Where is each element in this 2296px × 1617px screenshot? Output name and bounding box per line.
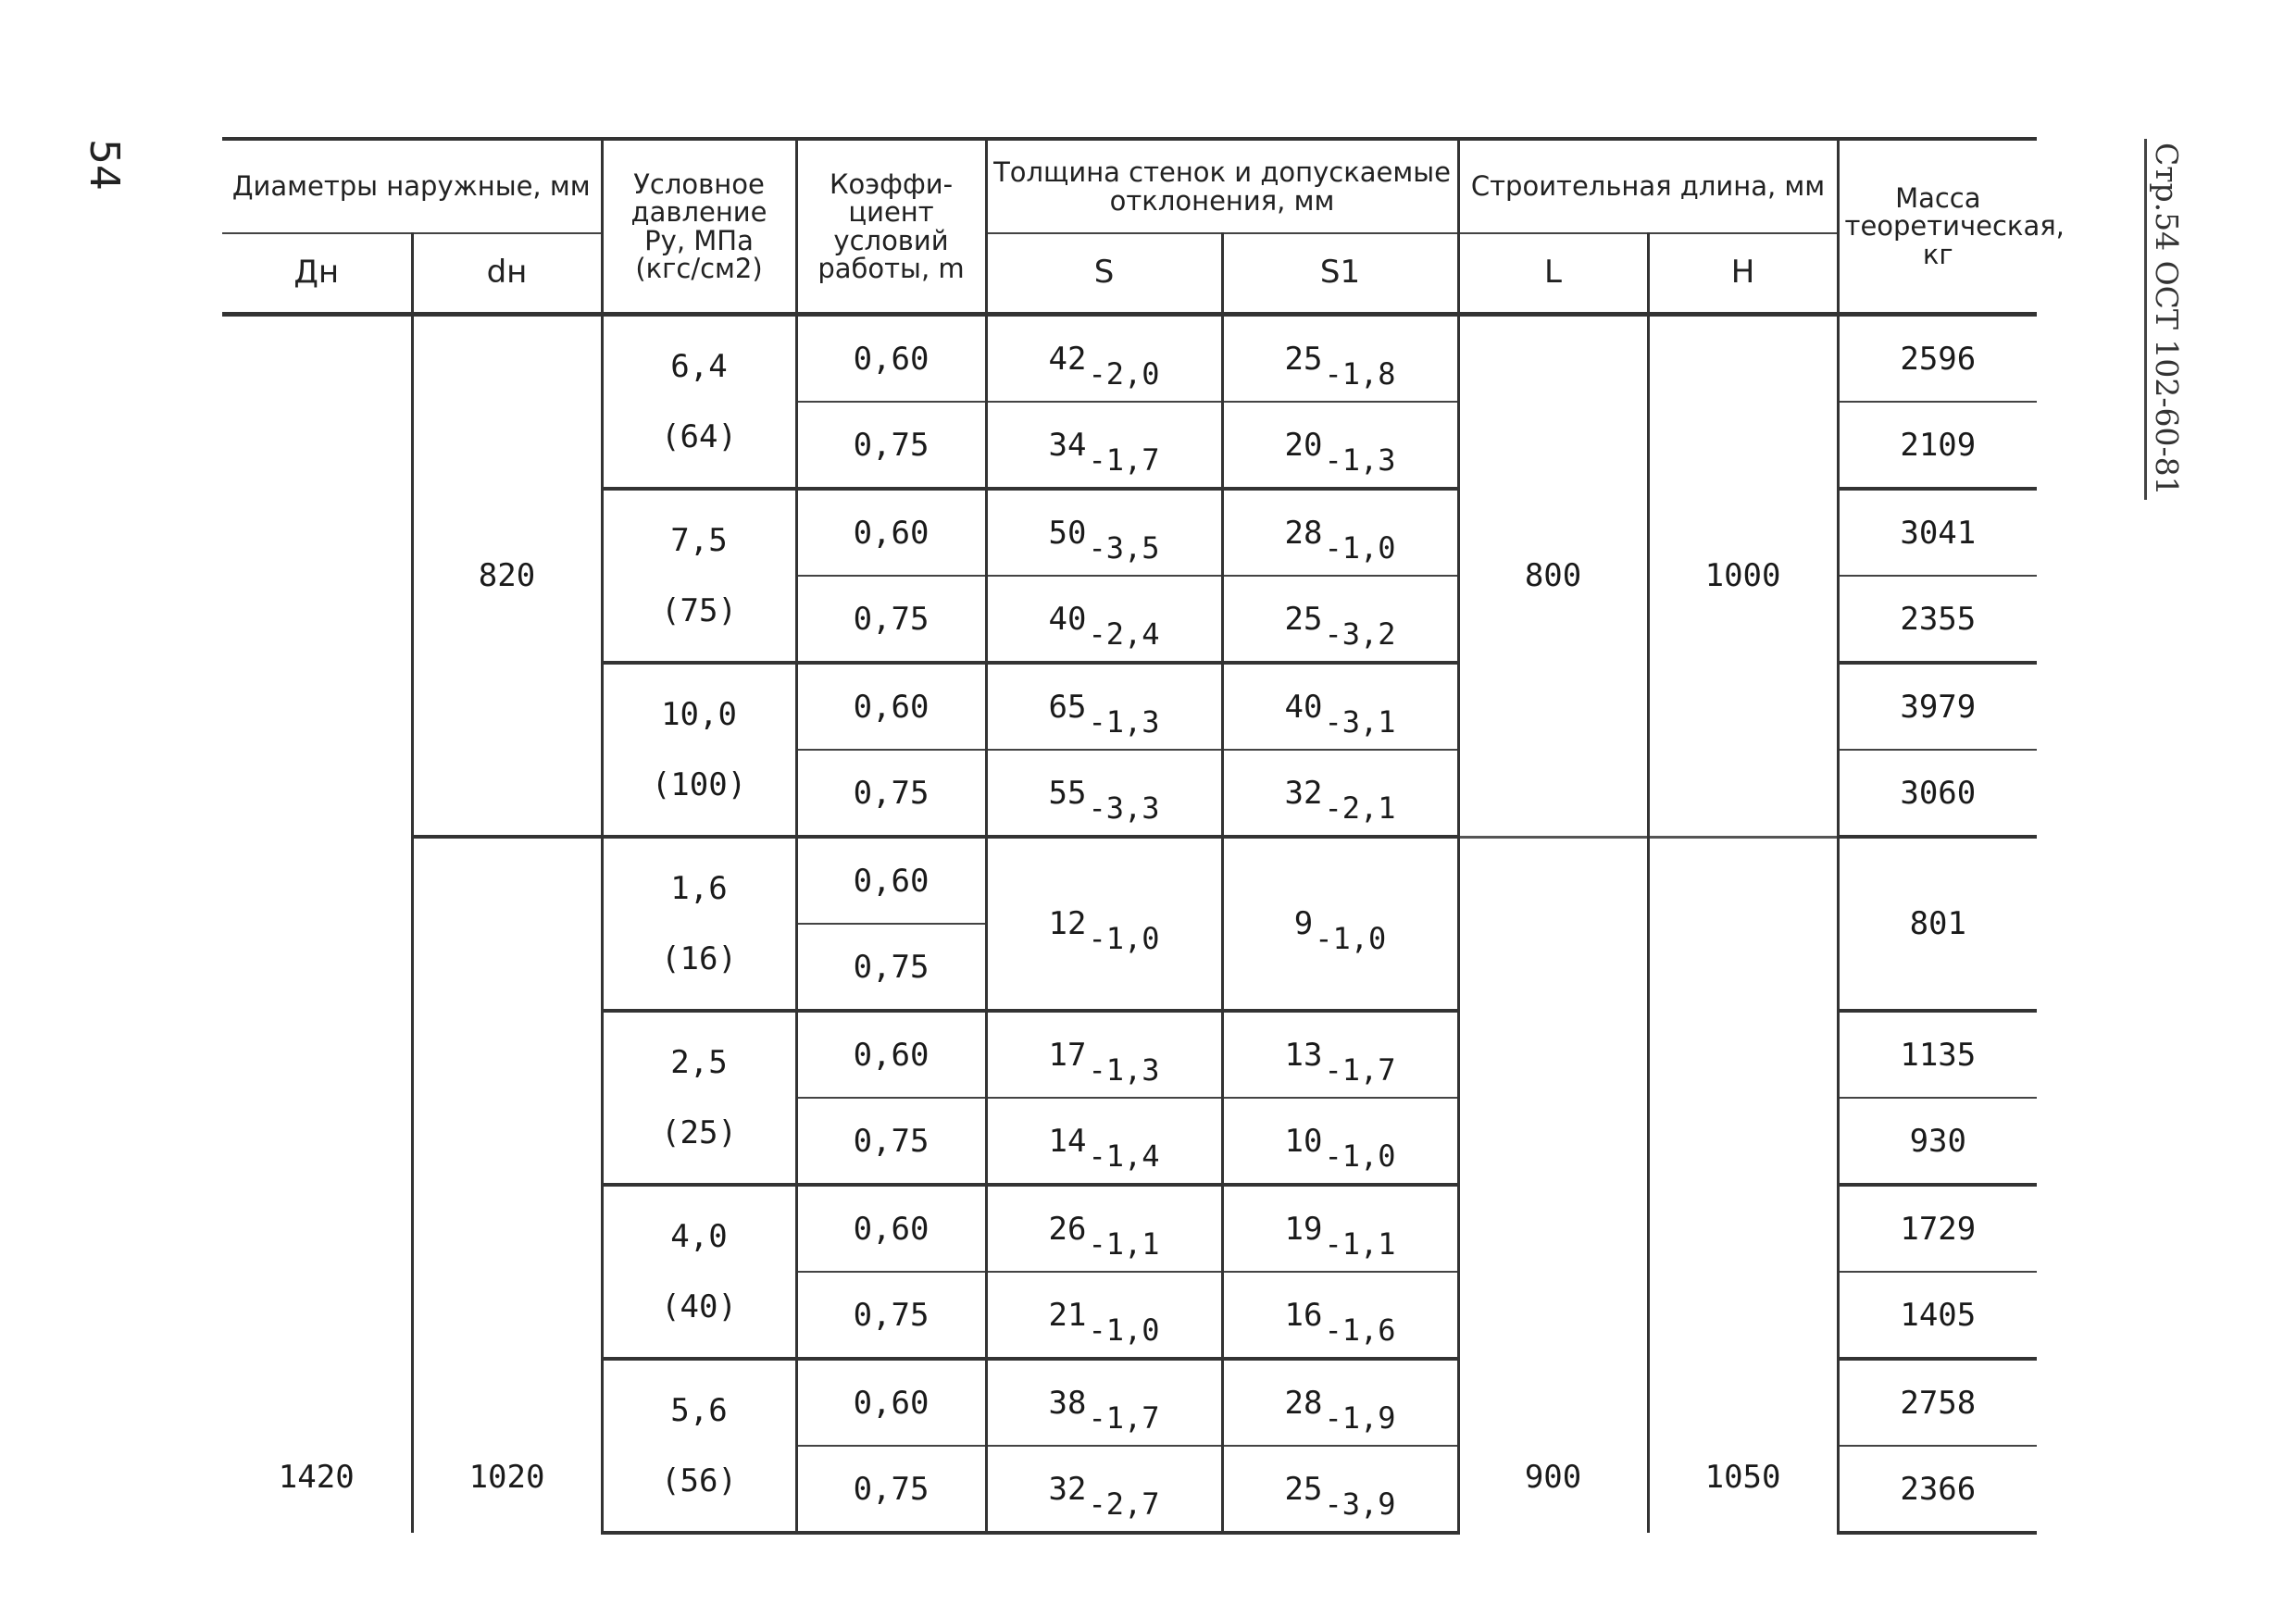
header-diameters: Диаметры наружные, мм <box>222 139 602 233</box>
header-H: H <box>1648 233 1838 315</box>
mass-cell: 2355 <box>1838 576 2037 663</box>
dn-inner-value: 1020 <box>412 837 602 1533</box>
s1-cell: 28-1,0 <box>1222 489 1458 576</box>
s1-cell: 13-1,7 <box>1222 1011 1458 1098</box>
mass-cell: 2109 <box>1838 402 2037 489</box>
header-pressure: Условное давление Pу, МПа (кгс/см2) <box>602 139 796 315</box>
s1-cell: 25-3,9 <box>1222 1446 1458 1533</box>
length-L-value: 900 <box>1458 837 1648 1533</box>
coef-cell: 0,60 <box>796 1185 986 1272</box>
pressure-mpa: 4,0 <box>670 1218 728 1255</box>
s-cell: 40-2,4 <box>986 576 1222 663</box>
coef-cell: 0,75 <box>796 750 986 837</box>
pressure-mpa: 5,6 <box>670 1392 728 1429</box>
pressure-cell <box>602 315 796 490</box>
pressure-cell <box>602 1359 796 1533</box>
page-number: 54 <box>81 139 128 191</box>
mass-cell: 1729 <box>1838 1185 2037 1272</box>
coef-cell: 0,60 <box>796 315 986 403</box>
s-cell: 38-1,7 <box>986 1359 1222 1446</box>
s-cell: 34-1,7 <box>986 402 1222 489</box>
mass-cell: 930 <box>1838 1098 2037 1185</box>
header-L: L <box>1458 233 1648 315</box>
mass-cell: 1405 <box>1838 1272 2037 1359</box>
mass-cell: 3979 <box>1838 663 2037 750</box>
s-cell: 26-1,1 <box>986 1185 1222 1272</box>
dn-inner-value: 820 <box>412 315 602 838</box>
mass-cell: 2758 <box>1838 1359 2037 1446</box>
table-row <box>222 315 2037 403</box>
pressure-cell <box>602 489 796 663</box>
header-length: Строительная длина, мм <box>1458 139 1838 233</box>
table-row <box>222 837 2037 924</box>
coef-cell: 0,75 <box>796 1098 986 1185</box>
header-Dn: Дн <box>222 233 412 315</box>
pressure-kgf: (64) <box>661 418 737 455</box>
pressure-kgf: (75) <box>661 592 737 629</box>
coef-cell: 0,75 <box>796 924 986 1011</box>
pressure-cell <box>602 663 796 837</box>
spec-table <box>222 137 2065 1535</box>
s-cell: 50-3,5 <box>986 489 1222 576</box>
pressure-kgf: (56) <box>661 1462 737 1499</box>
mass-cell: 2366 <box>1838 1446 2037 1533</box>
pressure-mpa: 2,5 <box>670 1044 728 1081</box>
dn-outer-empty <box>222 315 412 838</box>
s1-cell: 20-1,3 <box>1222 402 1458 489</box>
mass-cell: 1135 <box>1838 1011 2037 1098</box>
coef-cell: 0,60 <box>796 1011 986 1098</box>
coef-cell: 0,60 <box>796 663 986 750</box>
pressure-kgf: (16) <box>661 940 737 977</box>
s-cell: 12-1,0 <box>986 837 1222 1011</box>
s1-cell: 25-1,8 <box>1222 315 1458 403</box>
s1-cell: 10-1,0 <box>1222 1098 1458 1185</box>
coef-cell: 0,75 <box>796 1272 986 1359</box>
header-coefficient: Коэффи-циент условий работы, m <box>796 139 986 315</box>
s1-cell: 16-1,6 <box>1222 1272 1458 1359</box>
s1-cell: 32-2,1 <box>1222 750 1458 837</box>
s-cell: 65-1,3 <box>986 663 1222 750</box>
coef-cell: 0,60 <box>796 1359 986 1446</box>
length-H-value: 1000 <box>1648 315 1838 838</box>
length-H-value: 1050 <box>1648 837 1838 1533</box>
s-cell: 21-1,0 <box>986 1272 1222 1359</box>
pressure-cell <box>602 1185 796 1359</box>
mass-cell: 3041 <box>1838 489 2037 576</box>
pressure-mpa: 10,0 <box>661 696 737 733</box>
mass-cell: 3060 <box>1838 750 2037 837</box>
coef-cell: 0,75 <box>796 1446 986 1533</box>
s1-cell: 19-1,1 <box>1222 1185 1458 1272</box>
mass-cell: 2596 <box>1838 315 2037 403</box>
header-S1: S1 <box>1222 233 1458 315</box>
header-dn: dн <box>412 233 602 315</box>
s-cell: 55-3,3 <box>986 750 1222 837</box>
pressure-kgf: (25) <box>661 1114 737 1151</box>
pressure-kgf: (100) <box>651 766 747 803</box>
pressure-mpa: 1,6 <box>670 870 728 907</box>
mass-cell: 801 <box>1838 837 2037 1011</box>
coef-cell: 0,75 <box>796 576 986 663</box>
coef-cell: 0,75 <box>796 402 986 489</box>
header-S: S <box>986 233 1222 315</box>
s1-cell: 9-1,0 <box>1222 837 1458 1011</box>
pressure-cell <box>602 837 796 1011</box>
coef-cell: 0,60 <box>796 837 986 924</box>
header-wall-thickness: Толщина стенок и допускаемые отклонения, мм <box>986 139 1458 233</box>
pressure-mpa: 6,4 <box>670 348 728 385</box>
pressure-mpa: 7,5 <box>670 522 728 559</box>
pressure-kgf: (40) <box>661 1288 737 1325</box>
header-mass: Масса теоретическая, кг <box>1838 139 2037 315</box>
s-cell: 32-2,7 <box>986 1446 1222 1533</box>
s-cell: 42-2,0 <box>986 315 1222 403</box>
s-cell: 14-1,4 <box>986 1098 1222 1185</box>
pressure-cell <box>602 1011 796 1185</box>
dn-outer-value: 1420 <box>278 1459 355 1496</box>
coef-cell: 0,60 <box>796 489 986 576</box>
s1-cell: 25-3,2 <box>1222 576 1458 663</box>
s-cell: 17-1,3 <box>986 1011 1222 1098</box>
document-code: Стр.54 ОСТ 102-60-81 <box>2144 139 2185 500</box>
s1-cell: 40-3,1 <box>1222 663 1458 750</box>
length-L-value: 800 <box>1458 315 1648 838</box>
s1-cell: 28-1,9 <box>1222 1359 1458 1446</box>
